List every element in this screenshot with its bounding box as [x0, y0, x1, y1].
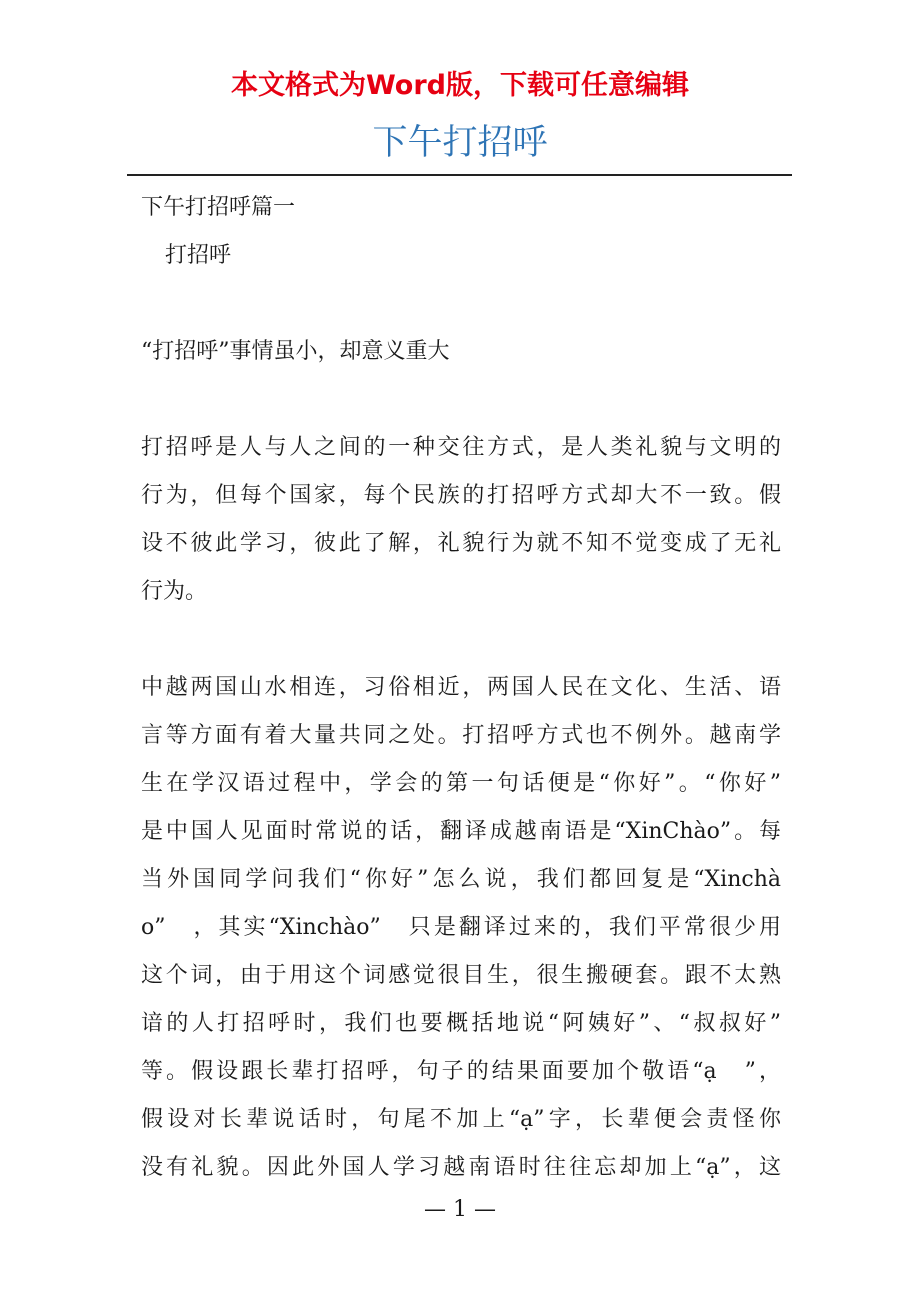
- format-notice: 本文格式为Word版，下载可任意编辑: [230, 70, 689, 101]
- section-subheading: 打招呼: [165, 243, 232, 268]
- document-body: [141, 184, 781, 1192]
- paragraph-line: 这个词，由于用这个词感觉很目生，很生搬硬套。跟不太熟: [141, 963, 781, 988]
- paragraph-line: 当外国同学问我们“你好”怎么说，我们都回复是“Xinchà: [141, 867, 781, 892]
- blank-line: [141, 280, 781, 328]
- paragraph-line: 是中国人见面时常说的话，翻译成越南语是“XinChào”。每: [141, 819, 781, 844]
- paragraph-2: [141, 664, 781, 1192]
- paragraph-line: 言等方面有着大量共同之处。打招呼方式也不例外。越南学: [141, 723, 781, 748]
- header-divider: [127, 174, 792, 176]
- paragraph-line: 中越两国山水相连，习俗相近，两国人民在文化、生活、语: [141, 675, 781, 700]
- section-heading: 下午打招呼篇一: [141, 195, 296, 220]
- paragraph-1: [141, 424, 781, 616]
- blank-line: [141, 376, 781, 424]
- paragraph-line: 行为。: [141, 579, 208, 604]
- blank-line: [141, 616, 781, 664]
- paragraph-line: 打招呼是人与人之间的一种交往方式，是人类礼貌与文明的: [141, 435, 781, 460]
- paragraph-line: o” ，其实“Xinchào” 只是翻译过来的，我们平常很少用: [141, 915, 781, 940]
- paragraph-line: 行为，但每个国家，每个民族的打招呼方式却大不一致。假: [141, 483, 781, 508]
- document-title: 下午打招呼: [372, 123, 548, 163]
- page-number: — 1 —: [424, 1197, 496, 1222]
- paragraph-line: 生在学汉语过程中，学会的第一句话便是“你好”。“你好”: [141, 771, 781, 796]
- paragraph-line: 设不彼此学习，彼此了解，礼貌行为就不知不觉变成了无礼: [141, 531, 781, 556]
- paragraph-line: 假设对长辈说话时，句尾不加上“ạ”字，长辈便会责怪你: [141, 1107, 781, 1132]
- paragraph-line: 没有礼貌。因此外国人学习越南语时往往忘却加上“ạ”，这: [141, 1155, 781, 1180]
- paragraph-line: 谙的人打招呼时，我们也要概括地说“阿姨好”、“叔叔好”: [141, 1011, 781, 1036]
- quote-line: “打招呼”事情虽小，却意义重大: [141, 339, 450, 364]
- paragraph-line: 等。假设跟长辈打招呼，句子的结果面要加个敬语“ạ ”，: [141, 1059, 781, 1084]
